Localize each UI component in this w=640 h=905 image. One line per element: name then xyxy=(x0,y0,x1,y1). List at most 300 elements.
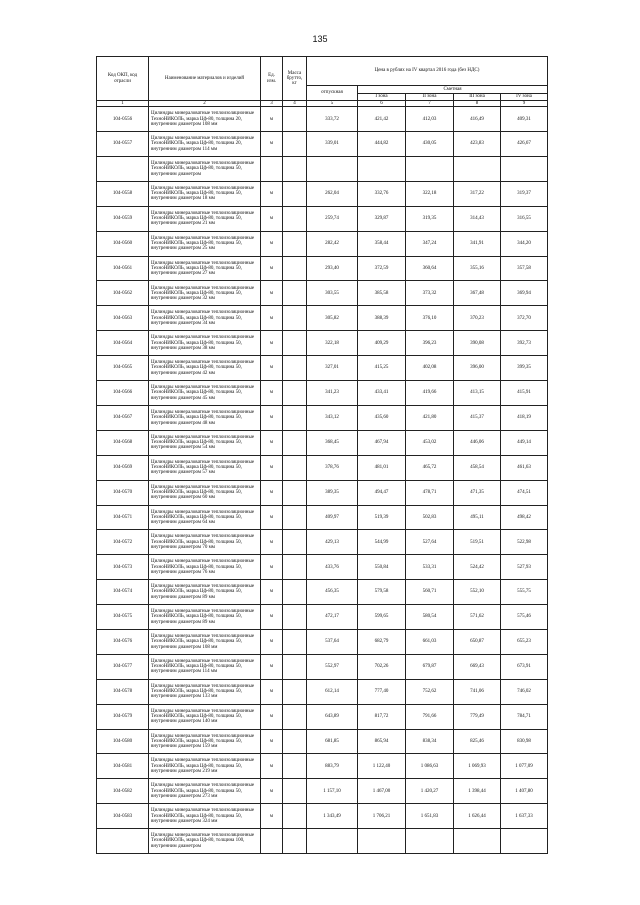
mass-cell xyxy=(283,132,307,157)
price-cell: 409,29 xyxy=(358,331,406,356)
price-cell: 319,35 xyxy=(406,206,454,231)
price-cell: 367,48 xyxy=(454,281,501,306)
unit-cell: м xyxy=(261,181,283,206)
mass-cell xyxy=(283,704,307,729)
price-cell: 498,42 xyxy=(501,505,548,530)
code-cell: 104-0583 xyxy=(97,804,149,829)
price-cell: 461,63 xyxy=(501,455,548,480)
mass-cell xyxy=(283,605,307,630)
name-cell: Цилиндры минераловатные теплоизоляционные ТехноНИКОЛЬ, марка Цф-80, толщина 20, внутренним диаметром 108 мм xyxy=(149,107,261,132)
table-row xyxy=(97,704,548,729)
code-cell: 104-0569 xyxy=(97,455,149,480)
price-cell: 817,72 xyxy=(358,704,406,729)
price-cell: 412,03 xyxy=(406,107,454,132)
table-row xyxy=(97,654,548,679)
price-cell xyxy=(501,829,548,854)
price-cell: 830,98 xyxy=(501,729,548,754)
table-row xyxy=(97,381,548,406)
price-cell xyxy=(307,157,358,182)
zone-header: IV зона xyxy=(501,94,548,101)
col-unit-header: Ед. изм. xyxy=(261,57,283,101)
code-cell: 104-0577 xyxy=(97,654,149,679)
price-cell: 305,82 xyxy=(307,306,358,331)
price-cell: 399,35 xyxy=(501,356,548,381)
price-cell: 392,73 xyxy=(501,331,548,356)
unit-cell: м xyxy=(261,480,283,505)
price-cell: 388,39 xyxy=(358,306,406,331)
price-cell: 580,54 xyxy=(406,605,454,630)
price-cell: 494,47 xyxy=(358,480,406,505)
price-cell: 385,58 xyxy=(358,281,406,306)
column-index: 7 xyxy=(406,101,454,107)
unit-cell: м xyxy=(261,430,283,455)
mass-cell xyxy=(283,157,307,182)
code-cell: 104-0576 xyxy=(97,629,149,654)
price-cell: 413,15 xyxy=(454,381,501,406)
name-cell: Цилиндры минераловатные теплоизоляционные ТехноНИКОЛЬ, марка Цф-80, толщина 50, внутренним диаметром 76 мм xyxy=(149,555,261,580)
code-cell: 104-0570 xyxy=(97,480,149,505)
mass-cell xyxy=(283,306,307,331)
price-cell: 418,19 xyxy=(501,405,548,430)
unit-cell: м xyxy=(261,455,283,480)
estimated-header: Сметная xyxy=(358,86,548,94)
code-cell: 104-0556 xyxy=(97,107,149,132)
price-cell: 519,39 xyxy=(358,505,406,530)
table-row xyxy=(97,157,548,182)
price-cell: 332,76 xyxy=(358,181,406,206)
price-cell: 575,46 xyxy=(501,605,548,630)
price-cell: 416,49 xyxy=(454,107,501,132)
table-row xyxy=(97,829,548,854)
price-cell: 682,79 xyxy=(358,629,406,654)
price-cell: 552,10 xyxy=(454,580,501,605)
price-cell: 419,66 xyxy=(406,381,454,406)
price-cell xyxy=(454,829,501,854)
unit-cell: м xyxy=(261,256,283,281)
table-row xyxy=(97,356,548,381)
name-cell: Цилиндры минераловатные теплоизоляционные ТехноНИКОЛЬ, марка Цф-80, толщина 50, внутренним диаметром 32 мм xyxy=(149,281,261,306)
name-cell: Цилиндры минераловатные теплоизоляционные ТехноНИКОЛЬ, марка Цф-80, толщина 50, внутренним диаметром 219 мм xyxy=(149,754,261,779)
price-cell: 421,42 xyxy=(358,107,406,132)
table-row xyxy=(97,181,548,206)
name-cell: Цилиндры минераловатные теплоизоляционные ТехноНИКОЛЬ, марка Цф-80, толщина 50, внутренним диаметром 108 мм xyxy=(149,629,261,654)
price-cell: 373,32 xyxy=(406,281,454,306)
unit-cell: м xyxy=(261,555,283,580)
column-index: 2 xyxy=(149,101,261,107)
name-cell: Цилиндры минераловатные теплоизоляционные ТехноНИКОЛЬ, марка Цф-80, толщина 50, внутренним диаметром 60 мм xyxy=(149,480,261,505)
table-row xyxy=(97,754,548,779)
code-cell: 104-0564 xyxy=(97,331,149,356)
price-cell: 612,14 xyxy=(307,679,358,704)
name-cell: Цилиндры минераловатные теплоизоляционные ТехноНИКОЛЬ, марка Цф-80, толщина 50, внутренним диаметром 27 мм xyxy=(149,256,261,281)
table-row xyxy=(97,555,548,580)
price-cell: 661,03 xyxy=(406,629,454,654)
column-index: 6 xyxy=(358,101,406,107)
unit-cell: м xyxy=(261,231,283,256)
mass-cell xyxy=(283,530,307,555)
price-cell: 481,01 xyxy=(358,455,406,480)
price-cell: 316,55 xyxy=(501,206,548,231)
code-cell: 104-0582 xyxy=(97,779,149,804)
table-row xyxy=(97,580,548,605)
price-cell: 643,89 xyxy=(307,704,358,729)
price-cell: 456,35 xyxy=(307,580,358,605)
unit-cell: м xyxy=(261,356,283,381)
price-cell: 681,85 xyxy=(307,729,358,754)
price-cell: 1 651,83 xyxy=(406,804,454,829)
price-cell: 673,91 xyxy=(501,654,548,679)
code-cell: 104-0571 xyxy=(97,505,149,530)
mass-cell xyxy=(283,107,307,132)
table-row xyxy=(97,480,548,505)
price-cell: 444,82 xyxy=(358,132,406,157)
unit-cell xyxy=(261,829,283,854)
price-cell: 550,84 xyxy=(358,555,406,580)
code-cell: 104-0566 xyxy=(97,381,149,406)
name-cell: Цилиндры минераловатные теплоизоляционные ТехноНИКОЛЬ, марка Цф-80, толщина 50, внутренним диаметром 18 мм xyxy=(149,181,261,206)
price-cell: 779,49 xyxy=(454,704,501,729)
column-index: 9 xyxy=(501,101,548,107)
price-cell: 415,37 xyxy=(454,405,501,430)
unit-cell: м xyxy=(261,605,283,630)
price-cell: 333,72 xyxy=(307,107,358,132)
code-cell: 104-0558 xyxy=(97,181,149,206)
price-cell: 702,26 xyxy=(358,654,406,679)
price-cell: 347,24 xyxy=(406,231,454,256)
price-cell: 282,42 xyxy=(307,231,358,256)
price-cell: 746,02 xyxy=(501,679,548,704)
price-cell: 599,65 xyxy=(358,605,406,630)
mass-cell xyxy=(283,779,307,804)
name-cell: Цилиндры минераловатные теплоизоляционные ТехноНИКОЛЬ, марка Цф-80, толщина 50, внутренним диаметром 324 мм xyxy=(149,804,261,829)
name-cell: Цилиндры минераловатные теплоизоляционные ТехноНИКОЛЬ, марка Цф-80, толщина 50, внутренним диаметром xyxy=(149,157,261,182)
price-cell: 1 086,63 xyxy=(406,754,454,779)
price-cell: 426,67 xyxy=(501,132,548,157)
price-cell: 474,51 xyxy=(501,480,548,505)
price-cell: 396,00 xyxy=(454,356,501,381)
unit-cell: м xyxy=(261,729,283,754)
mass-cell xyxy=(283,381,307,406)
price-cell: 537,64 xyxy=(307,629,358,654)
col-mass-header: Масса брутто, кг xyxy=(283,57,307,101)
unit-cell: м xyxy=(261,505,283,530)
price-cell: 341,23 xyxy=(307,381,358,406)
price-cell: 465,72 xyxy=(406,455,454,480)
name-cell: Цилиндры минераловатные теплоизоляционные ТехноНИКОЛЬ, марка Цф-80, толщина 50, внутренним диаметром 48 мм xyxy=(149,405,261,430)
price-cell: 423,83 xyxy=(454,132,501,157)
price-cell xyxy=(406,157,454,182)
price-cell: 1 637,33 xyxy=(501,804,548,829)
table-row xyxy=(97,405,548,430)
code-cell: 104-0575 xyxy=(97,605,149,630)
price-cell: 293,40 xyxy=(307,256,358,281)
price-cell: 358,44 xyxy=(358,231,406,256)
mass-cell xyxy=(283,455,307,480)
code-cell xyxy=(97,829,149,854)
price-cell: 522,98 xyxy=(501,530,548,555)
table-row xyxy=(97,804,548,829)
price-cell: 1 122,40 xyxy=(358,754,406,779)
price-cell: 409,97 xyxy=(307,505,358,530)
code-cell: 104-0581 xyxy=(97,754,149,779)
unit-cell: м xyxy=(261,331,283,356)
name-cell: Цилиндры минераловатные теплоизоляционные ТехноНИКОЛЬ, марка Цф-80, толщина 50, внутренним диаметром 140 мм xyxy=(149,704,261,729)
page-number: 135 xyxy=(312,34,328,44)
price-cell: 389,35 xyxy=(307,480,358,505)
price-cell xyxy=(307,829,358,854)
price-cell: 471,35 xyxy=(454,480,501,505)
price-cell: 1 407,80 xyxy=(501,779,548,804)
price-cell: 327,01 xyxy=(307,356,358,381)
price-cell xyxy=(454,157,501,182)
name-cell: Цилиндры минераловатные теплоизоляционные ТехноНИКОЛЬ, марка Цф-80, толщина 20, внутренним диаметром 114 мм xyxy=(149,132,261,157)
table-row xyxy=(97,306,548,331)
name-cell: Цилиндры минераловатные теплоизоляционные ТехноНИКОЛЬ, марка Цф-80, толщина 100, внутренним диаметром xyxy=(149,829,261,854)
zone-header: III зона xyxy=(454,94,501,101)
unit-cell: м xyxy=(261,704,283,729)
name-cell: Цилиндры минераловатные теплоизоляционные ТехноНИКОЛЬ, марка Цф-80, толщина 50, внутренним диаметром 57 мм xyxy=(149,455,261,480)
unit-cell: м xyxy=(261,206,283,231)
price-cell: 378,76 xyxy=(307,455,358,480)
table-row xyxy=(97,132,548,157)
price-cell: 752,62 xyxy=(406,679,454,704)
price-cell: 883,79 xyxy=(307,754,358,779)
price-cell: 669,43 xyxy=(454,654,501,679)
price-cell: 415,91 xyxy=(501,381,548,406)
price-cell: 409,31 xyxy=(501,107,548,132)
price-cell: 741,06 xyxy=(454,679,501,704)
table-body xyxy=(97,107,548,854)
mass-cell xyxy=(283,430,307,455)
col-code-header: Код ОКП, код отрасли xyxy=(97,57,149,101)
price-cell: 435,60 xyxy=(358,405,406,430)
table-row xyxy=(97,281,548,306)
unit-cell: м xyxy=(261,306,283,331)
price-cell xyxy=(406,829,454,854)
mass-cell xyxy=(283,231,307,256)
price-cell: 838,34 xyxy=(406,729,454,754)
price-cell: 1 069,93 xyxy=(454,754,501,779)
price-cell: 1 343,49 xyxy=(307,804,358,829)
price-cell: 1 157,10 xyxy=(307,779,358,804)
price-cell: 1 626,44 xyxy=(454,804,501,829)
zone-header: II зона xyxy=(406,94,454,101)
code-cell: 104-0565 xyxy=(97,356,149,381)
price-cell: 1 077,09 xyxy=(501,754,548,779)
name-cell: Цилиндры минераловатные теплоизоляционные ТехноНИКОЛЬ, марка Цф-80, толщина 50, внутренним диаметром 38 мм xyxy=(149,331,261,356)
price-cell: 341,91 xyxy=(454,231,501,256)
name-cell: Цилиндры минераловатные теплоизоляционные ТехноНИКОЛЬ, марка Цф-80, толщина 50, внутренним диаметром 114 мм xyxy=(149,654,261,679)
name-cell: Цилиндры минераловатные теплоизоляционные ТехноНИКОЛЬ, марка Цф-80, толщина 50, внутренним диаметром 133 мм xyxy=(149,679,261,704)
price-cell: 421,80 xyxy=(406,405,454,430)
unit-cell: м xyxy=(261,530,283,555)
price-cell: 825,46 xyxy=(454,729,501,754)
code-cell: 104-0557 xyxy=(97,132,149,157)
mass-cell xyxy=(283,480,307,505)
unit-cell: м xyxy=(261,405,283,430)
unit-cell: м xyxy=(261,381,283,406)
price-cell: 650,87 xyxy=(454,629,501,654)
code-cell xyxy=(97,157,149,182)
unit-cell: м xyxy=(261,754,283,779)
price-cell: 495,11 xyxy=(454,505,501,530)
zone-header: I зона xyxy=(358,94,406,101)
price-cell: 519,51 xyxy=(454,530,501,555)
price-cell: 357,58 xyxy=(501,256,548,281)
price-cell: 433,41 xyxy=(358,381,406,406)
price-cell: 343,12 xyxy=(307,405,358,430)
price-cell: 560,71 xyxy=(406,580,454,605)
price-cell: 533,31 xyxy=(406,555,454,580)
price-cell: 319,37 xyxy=(501,181,548,206)
table-row xyxy=(97,729,548,754)
column-index: 4 xyxy=(283,101,307,107)
code-cell: 104-0567 xyxy=(97,405,149,430)
price-cell: 360,64 xyxy=(406,256,454,281)
price-cell: 329,87 xyxy=(358,206,406,231)
mass-cell xyxy=(283,505,307,530)
price-cell: 396,23 xyxy=(406,331,454,356)
price-cell: 579,58 xyxy=(358,580,406,605)
price-cell: 1 398,44 xyxy=(454,779,501,804)
price-cell: 402,08 xyxy=(406,356,454,381)
price-cell: 372,59 xyxy=(358,256,406,281)
price-cell: 458,54 xyxy=(454,455,501,480)
price-cell xyxy=(501,157,548,182)
table-row xyxy=(97,505,548,530)
table-row xyxy=(97,629,548,654)
table-row xyxy=(97,530,548,555)
table-row xyxy=(97,430,548,455)
price-cell xyxy=(358,157,406,182)
name-cell: Цилиндры минераловатные теплоизоляционные ТехноНИКОЛЬ, марка Цф-80, толщина 50, внутренним диаметром 64 мм xyxy=(149,505,261,530)
code-cell: 104-0563 xyxy=(97,306,149,331)
code-cell: 104-0560 xyxy=(97,231,149,256)
price-cell: 355,16 xyxy=(454,256,501,281)
price-cell: 552,97 xyxy=(307,654,358,679)
name-cell: Цилиндры минераловатные теплоизоляционные ТехноНИКОЛЬ, марка Цф-80, толщина 50, внутренним диаметром 159 мм xyxy=(149,729,261,754)
mass-cell xyxy=(283,356,307,381)
price-cell: 303,55 xyxy=(307,281,358,306)
price-group-header: Цена в рублях на IV квартал 2016 года (без НДС) xyxy=(307,57,548,86)
price-cell: 784,71 xyxy=(501,704,548,729)
price-cell: 322,18 xyxy=(307,331,358,356)
column-index: 1 xyxy=(97,101,149,107)
mass-cell xyxy=(283,729,307,754)
table-row xyxy=(97,679,548,704)
unit-cell: м xyxy=(261,132,283,157)
price-cell: 478,71 xyxy=(406,480,454,505)
price-cell: 314,43 xyxy=(454,206,501,231)
mass-cell xyxy=(283,754,307,779)
unit-cell: м xyxy=(261,654,283,679)
mass-cell xyxy=(283,555,307,580)
name-cell: Цилиндры минераловатные теплоизоляционные ТехноНИКОЛЬ, марка Цф-80, толщина 50, внутренним диаметром 21 мм xyxy=(149,206,261,231)
mass-cell xyxy=(283,256,307,281)
price-cell: 467,94 xyxy=(358,430,406,455)
table-row xyxy=(97,107,548,132)
code-cell: 104-0568 xyxy=(97,430,149,455)
price-cell: 524,42 xyxy=(454,555,501,580)
unit-cell: м xyxy=(261,580,283,605)
price-table xyxy=(96,56,548,854)
code-cell: 104-0578 xyxy=(97,679,149,704)
table-row xyxy=(97,331,548,356)
price-cell: 317,22 xyxy=(454,181,501,206)
mass-cell xyxy=(283,829,307,854)
name-cell: Цилиндры минераловатные теплоизоляционные ТехноНИКОЛЬ, марка Цф-80, толщина 50, внутренним диаметром 45 мм xyxy=(149,381,261,406)
mass-cell xyxy=(283,679,307,704)
table-row xyxy=(97,206,548,231)
price-cell: 370,23 xyxy=(454,306,501,331)
code-cell: 104-0580 xyxy=(97,729,149,754)
table-row xyxy=(97,605,548,630)
name-cell: Цилиндры минераловатные теплоизоляционные ТехноНИКОЛЬ, марка Цф-80, толщина 50, внутренним диаметром 25 мм xyxy=(149,231,261,256)
col-wholesale-header: отпускная xyxy=(307,86,358,101)
column-index: 8 xyxy=(454,101,501,107)
price-cell: 1 467,00 xyxy=(358,779,406,804)
unit-cell: м xyxy=(261,629,283,654)
code-cell: 104-0561 xyxy=(97,256,149,281)
code-cell: 104-0572 xyxy=(97,530,149,555)
mass-cell xyxy=(283,331,307,356)
price-cell: 415,25 xyxy=(358,356,406,381)
code-cell: 104-0574 xyxy=(97,580,149,605)
mass-cell xyxy=(283,281,307,306)
price-cell: 791,66 xyxy=(406,704,454,729)
name-cell: Цилиндры минераловатные теплоизоляционные ТехноНИКОЛЬ, марка Цф-80, толщина 50, внутренним диаметром 42 мм xyxy=(149,356,261,381)
code-cell: 104-0579 xyxy=(97,704,149,729)
name-cell: Цилиндры минераловатные теплоизоляционные ТехноНИКОЛЬ, марка Цф-80, толщина 50, внутренним диаметром 54 мм xyxy=(149,430,261,455)
price-cell: 655,23 xyxy=(501,629,548,654)
price-cell: 571,62 xyxy=(454,605,501,630)
price-cell: 502,83 xyxy=(406,505,454,530)
price-cell: 679,87 xyxy=(406,654,454,679)
mass-cell xyxy=(283,804,307,829)
name-cell: Цилиндры минераловатные теплоизоляционные ТехноНИКОЛЬ, марка Цф-80, толщина 50, внутренним диаметром 89 мм xyxy=(149,580,261,605)
name-cell: Цилиндры минераловатные теплоизоляционные ТехноНИКОЛЬ, марка Цф-80, толщина 50, внутренним диаметром 273 мм xyxy=(149,779,261,804)
price-cell: 446,06 xyxy=(454,430,501,455)
price-cell xyxy=(358,829,406,854)
price-cell: 322,18 xyxy=(406,181,454,206)
column-index: 3 xyxy=(261,101,283,107)
table-row xyxy=(97,455,548,480)
price-cell: 372,70 xyxy=(501,306,548,331)
price-cell: 1 706,21 xyxy=(358,804,406,829)
price-cell: 1 420,27 xyxy=(406,779,454,804)
price-cell: 527,64 xyxy=(406,530,454,555)
code-cell: 104-0573 xyxy=(97,555,149,580)
price-cell: 527,93 xyxy=(501,555,548,580)
col-name-header: Наименование материалов и изделий xyxy=(149,57,261,101)
mass-cell xyxy=(283,654,307,679)
mass-cell xyxy=(283,629,307,654)
price-cell: 429,13 xyxy=(307,530,358,555)
table-row xyxy=(97,231,548,256)
price-cell: 453,02 xyxy=(406,430,454,455)
price-cell: 472,17 xyxy=(307,605,358,630)
table-row xyxy=(97,256,548,281)
mass-cell xyxy=(283,580,307,605)
unit-cell: м xyxy=(261,107,283,132)
price-cell: 449,14 xyxy=(501,430,548,455)
price-cell: 865,94 xyxy=(358,729,406,754)
table-header xyxy=(97,57,548,107)
table-row xyxy=(97,779,548,804)
price-cell: 390,08 xyxy=(454,331,501,356)
column-index: 5 xyxy=(307,101,358,107)
price-cell: 369,94 xyxy=(501,281,548,306)
